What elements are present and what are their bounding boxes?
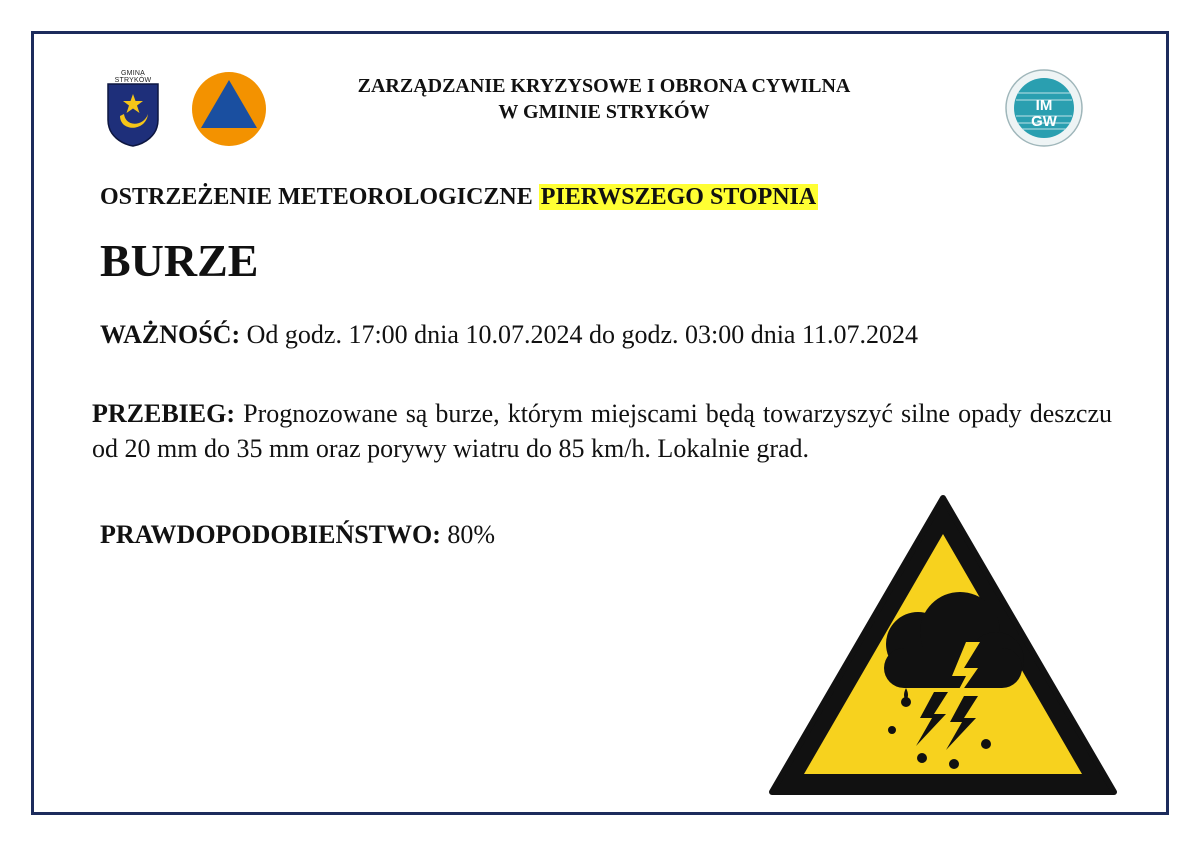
probability-value: 80% [447, 520, 496, 549]
header-line-1: ZARZĄDZANIE KRYZYSOWE I OBRONA CYWILNA [357, 75, 851, 97]
warning-level-highlight: PIERWSZEGO STOPNIA [540, 184, 817, 210]
imgw-logo [1004, 67, 1084, 154]
page-header [284, 73, 924, 125]
header-line-2: W GMINIE STRYKÓW [498, 101, 710, 123]
validity-value: Od godz. 17:00 dnia 10.07.2024 do godz. 03:00 dnia 11.07.2024 [246, 320, 919, 349]
imgw-globe-icon [1004, 67, 1084, 149]
hazard-title: BURZE [100, 235, 259, 286]
imgw-text-bottom: GW [1031, 113, 1057, 130]
coat-of-arms-caption: GMINA STRYKÓW [114, 70, 152, 84]
imgw-text-top: IM [1035, 97, 1053, 114]
storm-warning-sign [766, 492, 1120, 803]
course-label: PRZEBIEG: [92, 399, 236, 428]
warning-level-heading [100, 184, 818, 211]
probability-label: PRAWDOPODOBIEŃSTWO: [100, 520, 441, 549]
course-paragraph [92, 396, 1112, 466]
warning-prefix: OSTRZEŻENIE METEOROLOGICZNE [100, 184, 533, 210]
storm-warning-triangle-icon [766, 492, 1120, 798]
probability-line [100, 520, 495, 550]
civil-defence-logo [190, 70, 268, 153]
civil-defence-triangle-icon [190, 70, 268, 148]
validity-line [100, 320, 918, 350]
course-value: Prognozowane są burze, którym miejscami będą towarzyszyć silne opady deszczu od 20 mm do 35 mm oraz porywy wiatru do 85 km/h. Lokalnie grad. [92, 399, 1112, 463]
shield-icon [104, 80, 162, 148]
validity-label: WAŻNOŚĆ: [100, 320, 241, 349]
warning-card [31, 31, 1169, 815]
gmina-strykow-coat-of-arms [104, 70, 162, 148]
